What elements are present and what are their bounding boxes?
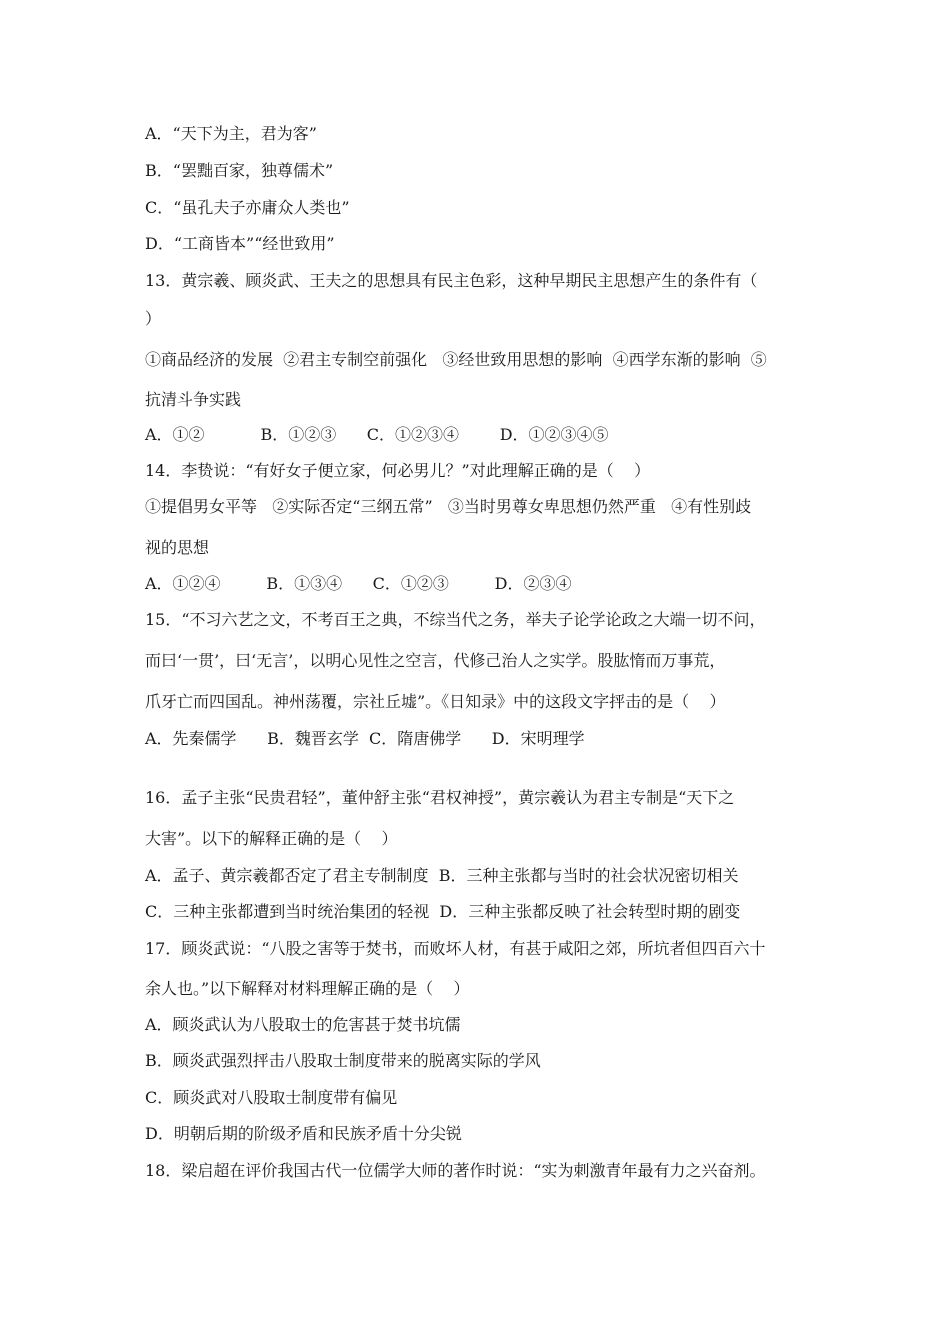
- q15-stem-cont-1: 而曰‘一贯’，曰‘无言’，以明心见性之空言，代修己治人之实学。股肱惰而万事荒，: [145, 651, 726, 670]
- q14-stem: 14．李贽说：“有好女子便立家，何必男儿？”对此理解正确的是（ ）: [145, 461, 651, 480]
- q14-items: ①提倡男女平等 ②实际否定“三纲五常” ③当时男尊女卑思想仍然严重 ④有性别歧: [145, 497, 752, 516]
- q13-stem-cont: ）: [145, 309, 162, 328]
- q13-stem: 13．黄宗羲、顾炎武、王夫之的思想具有民主色彩，这种早期民主思想产生的条件有（: [145, 271, 758, 290]
- q12-option-b: B．“罢黜百家，独尊儒术”: [145, 161, 334, 180]
- q15-options: A．先秦儒学 B．魏晋玄学 C．隋唐佛学 D．宋明理学: [145, 729, 585, 748]
- q12-option-a: A．“天下为主，君为客”: [145, 124, 317, 143]
- q17-stem-cont: 余人也。”以下解释对材料理解正确的是（ ）: [145, 979, 470, 998]
- q17-option-c: C．顾炎武对八股取士制度带有偏见: [145, 1088, 398, 1107]
- q12-option-d: D．“工商皆本”“经世致用”: [145, 234, 335, 253]
- q16-stem: 16．孟子主张“民贵君轻”，董仲舒主张“君权神授”，黄宗羲认为君主专制是“天下之: [145, 788, 735, 807]
- q17-stem: 17．顾炎武说：“八股之害等于焚书，而败坏人材，有甚于咸阳之郊，所坑者但四百六十: [145, 939, 766, 958]
- q15-stem-cont-2: 爪牙亡而四国乱。神州荡覆，宗社丘墟”。《日知录》中的这段文字抨击的是（ ）: [145, 692, 726, 711]
- q15-stem: 15．“不习六艺之文，不考百王之典，不综当代之务，举夫子论学论政之大端一切不问，: [145, 610, 766, 629]
- q14-items-cont: 视的思想: [145, 538, 210, 557]
- q17-option-a: A．顾炎武认为八股取士的危害甚于焚书坑儒: [145, 1015, 461, 1034]
- q13-items: ①商品经济的发展 ②君主专制空前强化 ③经世致用思想的影响 ④西学东渐的影响 ⑤: [145, 350, 767, 369]
- q18-stem: 18．梁启超在评价我国古代一位儒学大师的著作时说：“实为刺激青年最有力之兴奋剂。: [145, 1161, 766, 1180]
- q17-option-b: B．顾炎武强烈抨击八股取士制度带来的脱离实际的学风: [145, 1051, 541, 1070]
- q14-options: A．①②④ B．①③④ C．①②③ D．②③④: [145, 574, 572, 593]
- q13-items-cont: 抗清斗争实践: [145, 390, 242, 409]
- q16-options-cd: C．三种主张都遭到当时统治集团的轻视 D．三种主张都反映了社会转型时期的剧变: [145, 902, 741, 921]
- q16-options-ab: A．孟子、黄宗羲都否定了君主专制制度 B．三种主张都与当时的社会状况密切相关: [145, 866, 739, 885]
- q13-options: A．①② B．①②③ C．①②③④ D．①②③④⑤: [145, 425, 609, 444]
- q17-option-d: D．明朝后期的阶级矛盾和民族矛盾十分尖锐: [145, 1124, 462, 1143]
- q16-stem-cont: 大害”。以下的解释正确的是（ ）: [145, 829, 398, 848]
- q12-option-c: C．“虽孔夫子亦庸众人类也”: [145, 198, 350, 217]
